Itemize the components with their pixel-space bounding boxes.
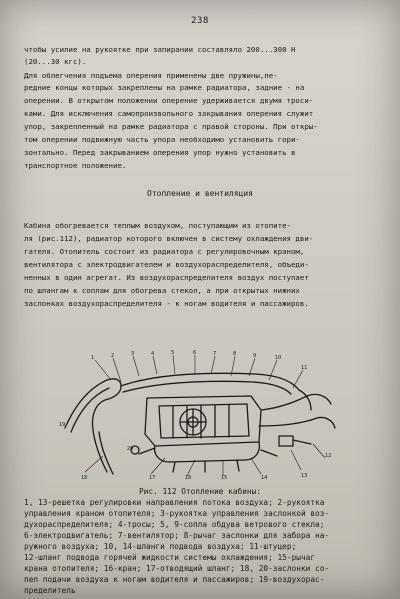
figure-callout: 19 — [59, 422, 66, 428]
text-line: зонтально. Перед закрыванием оперения упор нужно установить в — [24, 148, 296, 157]
text-line: том оперении подвижную часть упора необходимо установить гори- — [24, 135, 300, 144]
caption-line: 12-шланг подвода горячей жидкости системы охлаждения; 15-рычаг — [24, 553, 316, 562]
figure-callout: 12 — [325, 453, 332, 459]
text-line: ками. Для исключения самопроизвольного закрывания оперения служит — [24, 109, 314, 118]
figure-callout: 15 — [221, 475, 228, 480]
text-line: ненных в один агрегат. Из воздухораспределителя воздух поступает — [24, 273, 309, 282]
figure-callout: 16 — [185, 475, 192, 480]
text-line: упор, закрепленный на рамке радиатора с правой стороны. При откры- — [24, 122, 318, 131]
text-line: оперении. В открытом положении оперение удерживается двумя троси- — [24, 96, 314, 105]
figure-callout: 4 — [151, 351, 155, 357]
text-line: по шлангам к соплам для обогрева стекол, а при открытых нижних — [24, 286, 300, 295]
figure-callout: 7 — [213, 351, 217, 357]
text-line: чтобы усилие на рукоятке при запирании составляло 200...300 Н — [24, 45, 296, 54]
text-line: (20...30 кгс). — [24, 57, 87, 66]
figure-callout: 13 — [301, 473, 308, 479]
caption-line: управления краном отопителя; 3-рукоятка управления заслонкой воз- — [24, 509, 330, 518]
section-heading: Отопление и вентиляция — [147, 189, 253, 198]
figure-callout: 9 — [253, 353, 257, 359]
caption-line: крана отопителя; 16-кран; 17-отводящий шланг; 18, 20-заслонки со- — [24, 564, 330, 573]
figure-callout: 17 — [149, 475, 156, 480]
figure-callout: 14 — [261, 475, 268, 480]
text-line: Кабина обогревается теплым воздухом, поступающим из отопите- — [24, 221, 291, 230]
heater-assembly-figure — [55, 350, 345, 480]
page-number: 238 — [191, 16, 209, 26]
caption-line: духораспределителя; 4-тросы; 5, 9-сопла обдува ветрового стекла; — [24, 520, 325, 529]
figure-callout: 20 — [127, 446, 134, 452]
text-line: транспортное положение. — [24, 161, 127, 170]
caption-line: 6-электродвигатель; 7-вентилятор; 8-рычаг заслонки для забора на- — [24, 531, 330, 540]
figure-callout: 11 — [301, 365, 308, 371]
figure-callout: 1 — [91, 355, 95, 361]
figure-callout: 3 — [131, 351, 135, 357]
text-line: вентилятора с электродвигателем и воздухораспределителя, объеди- — [24, 260, 309, 269]
figure-callout: 8 — [233, 351, 237, 357]
figure-callout: 6 — [193, 350, 197, 356]
caption-line: 1, 13-решетка регулировки направления потока воздуха; 2-рукоятка — [24, 498, 325, 507]
caption-line: ружного воздуха; 10, 14-шланги подвода воздуха; 11-штуцер; — [24, 542, 297, 551]
figure-callout: 5 — [171, 350, 175, 356]
text-line: заслонках воздухораспределителя - к ногам водителя и пассажиров. — [24, 299, 309, 308]
text-line: редние концы которых закреплены на рамке радиатора, задние - на — [24, 83, 305, 92]
figure-callout: 18 — [81, 475, 88, 480]
figure-callout: 2 — [111, 353, 115, 359]
figure-caption-title: Рис. 112 Отопление кабины: — [138, 487, 262, 496]
caption-line: пел подачи воздуха к ногам водителя и пассажиров; 19-воздухорас- — [24, 575, 325, 584]
caption-line: пределитель — [24, 586, 76, 595]
figure-callout: 10 — [275, 355, 282, 361]
text-line: гателя. Отопитель состоит из радиатора с регулировочным краном, — [24, 247, 305, 256]
text-line: ля (рис.112), радиатор которого включен в систему охлаждения дви- — [24, 234, 314, 243]
text-line: Для облегчения подъема оперения применены две пружины,пе- — [24, 71, 278, 80]
